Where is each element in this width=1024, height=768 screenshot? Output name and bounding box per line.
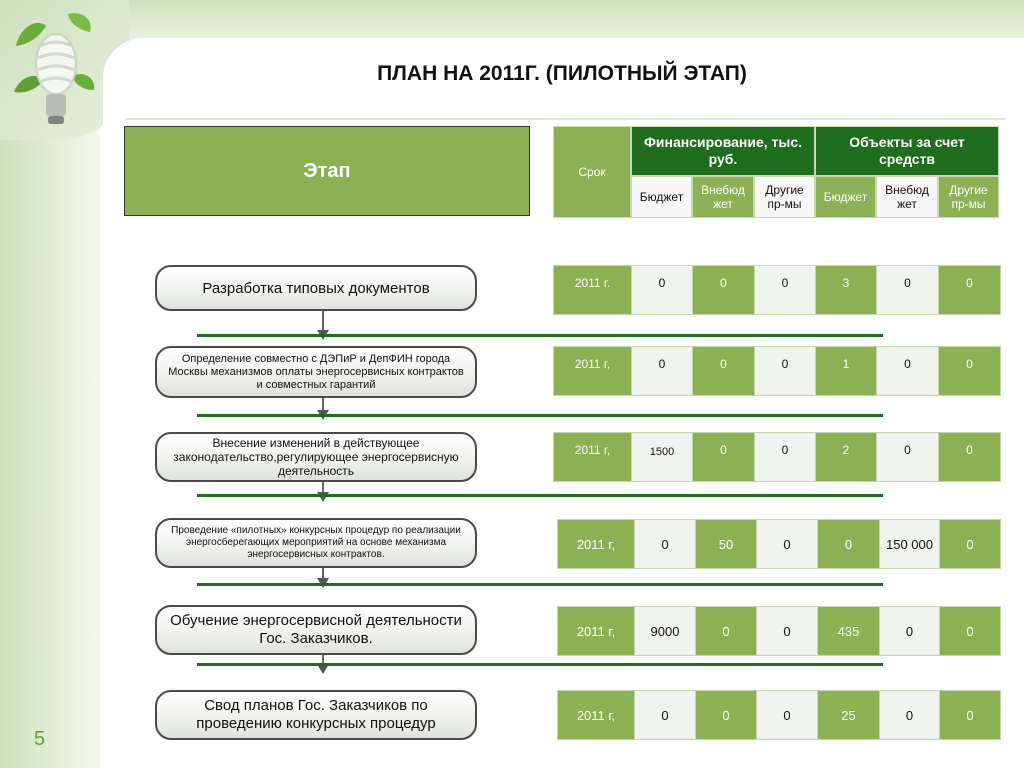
- value-cell: 0: [632, 266, 693, 314]
- value-cell: 0: [757, 607, 818, 655]
- value-cell: 0: [632, 347, 693, 395]
- financing-budget-header: [631, 176, 692, 218]
- value-cell: 0: [939, 347, 1000, 395]
- column-label: Другие пр-мы: [949, 183, 988, 211]
- stage-data-row: [553, 346, 1001, 396]
- stage-name: Определение совместно с ДЭПиР и ДепФИН города Москвы механизмов оплаты энергосервисных контрактов и совместных гарантий: [168, 352, 464, 391]
- stage-name: Свод планов Гос. Заказчиков по проведению конкурсных процедур: [196, 697, 436, 732]
- term-cell: 2011 г,: [558, 520, 635, 568]
- column-label: Другие пр-мы: [765, 183, 804, 211]
- value-cell: 1500: [632, 433, 693, 481]
- value-cell: 0: [757, 520, 818, 568]
- objects-header: [815, 126, 999, 176]
- row-separator: [197, 494, 883, 497]
- value-cell: 1: [816, 347, 877, 395]
- eco-lightbulb-icon: [10, 6, 100, 132]
- objects-header-label: Объекты за счет средств: [849, 134, 965, 167]
- value-cell: 0: [693, 433, 755, 481]
- stage-box: [155, 432, 477, 482]
- objects-offbudget-header: [876, 176, 938, 218]
- value-cell: 0: [940, 520, 1000, 568]
- value-cell: 3: [816, 266, 877, 314]
- value-cell: 50: [696, 520, 757, 568]
- value-cell: 0: [939, 433, 1000, 481]
- value-cell: 0: [877, 266, 939, 314]
- column-label: Бюджет: [823, 190, 868, 204]
- value-cell: 0: [940, 691, 1000, 739]
- value-cell: 0: [635, 520, 696, 568]
- column-label: Внебюд жет: [701, 183, 745, 211]
- stage-box: [155, 265, 477, 311]
- value-cell: 2: [816, 433, 877, 481]
- stage-data-row: [553, 432, 1001, 482]
- slide-number: 5: [34, 728, 46, 750]
- value-cell: 0: [693, 347, 755, 395]
- value-cell: 435: [818, 607, 880, 655]
- value-cell: 0: [755, 347, 816, 395]
- financing-other-header: [754, 176, 815, 218]
- stage-name: Проведение «пилотных» конкурсных процедур по реализации энергосберегающих мероприятий на основе механизма энергосервисных контрактов.: [171, 525, 461, 560]
- stage-box: [155, 346, 477, 398]
- term-cell: 2011 г,: [554, 347, 632, 395]
- value-cell: 0: [940, 607, 1000, 655]
- value-cell: 0: [696, 607, 757, 655]
- row-separator: [197, 334, 883, 337]
- financing-header-label: Финансирование, тыс. руб.: [643, 134, 803, 167]
- stage-box: [155, 690, 477, 740]
- value-cell: 0: [755, 266, 816, 314]
- objects-budget-header: [815, 176, 876, 218]
- value-cell: 0: [877, 347, 939, 395]
- term-cell: 2011 г,: [554, 433, 632, 481]
- value-cell: 0: [757, 691, 818, 739]
- value-cell: 0: [693, 266, 755, 314]
- stage-name: Внесение изменений в действующее законодательство,регулирующее энергосервисную деятельность: [173, 436, 459, 478]
- value-cell: 0: [880, 607, 940, 655]
- term-header-label: Срок: [578, 165, 606, 179]
- financing-offbudget-header: [692, 176, 754, 218]
- value-cell: 25: [818, 691, 880, 739]
- term-header: [553, 126, 631, 218]
- row-separator: [197, 583, 883, 586]
- stage-header: [124, 126, 530, 216]
- flow-arrow-line: [322, 311, 324, 331]
- column-label: Бюджет: [639, 190, 684, 204]
- financing-header: [631, 126, 815, 176]
- column-label: Внебюд жет: [885, 183, 929, 211]
- row-separator: [197, 414, 883, 417]
- stage-header-label: Этап: [303, 159, 351, 182]
- row-separator: [197, 663, 883, 666]
- stage-data-row: [557, 519, 1001, 569]
- stage-data-row: [557, 690, 1001, 740]
- term-cell: 2011 г,: [558, 607, 635, 655]
- stage-data-row: [553, 265, 1001, 315]
- stage-box: [155, 518, 477, 568]
- stage-name: Разработка типовых документов: [202, 279, 430, 297]
- frame-top: [0, 0, 1024, 40]
- stage-name: Обучение энергосервисной деятельности Гос. Заказчиков.: [170, 612, 462, 647]
- value-cell: 0: [818, 520, 880, 568]
- value-cell: 0: [755, 433, 816, 481]
- term-cell: 2011 г,: [558, 691, 635, 739]
- term-cell: 2011 г.: [554, 266, 632, 314]
- value-cell: 150 000: [880, 520, 940, 568]
- value-cell: 0: [877, 433, 939, 481]
- value-cell: 0: [696, 691, 757, 739]
- value-cell: 9000: [635, 607, 696, 655]
- value-cell: 0: [939, 266, 1000, 314]
- value-cell: 0: [635, 691, 696, 739]
- value-cell: 0: [880, 691, 940, 739]
- stage-data-row: [557, 606, 1001, 656]
- objects-other-header: [938, 176, 999, 218]
- title-rule: [125, 118, 1005, 120]
- stage-box: [155, 605, 477, 655]
- page-title: ПЛАН НА 2011Г. (ПИЛОТНЫЙ ЭТАП): [377, 62, 747, 85]
